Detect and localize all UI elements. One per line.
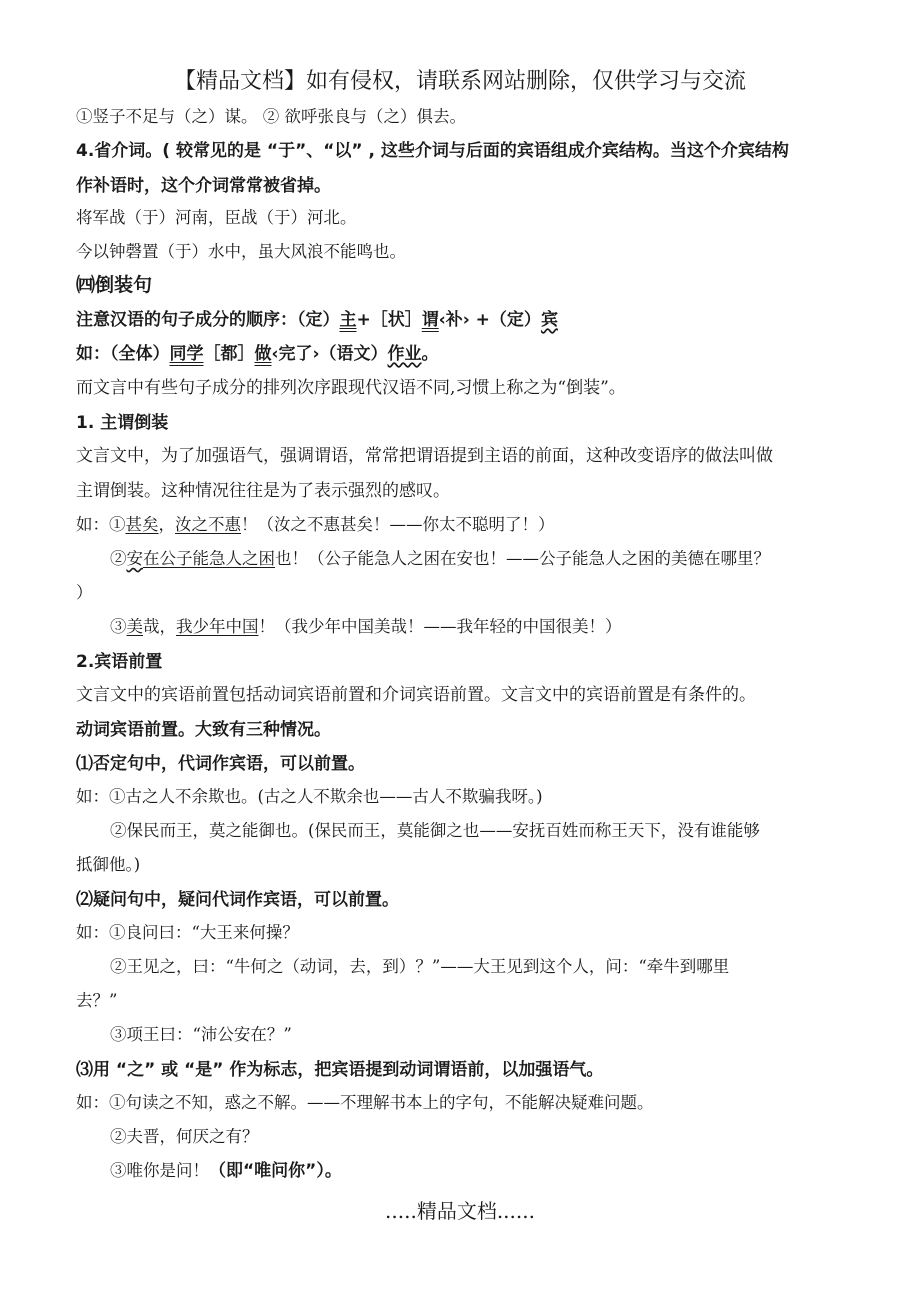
predicate-mark: 谓 bbox=[421, 310, 439, 330]
example-part: ② bbox=[110, 549, 127, 568]
paragraph-line: 文言文中，为了加强语气，强调谓语，常常把谓语提到主语的前面，这种改变语序的做法叫做 bbox=[76, 446, 773, 466]
case-negative-sentence: ⑴否定句中，代词作宾语，可以前置。 bbox=[76, 754, 365, 774]
page-footer: .....精品文档...... bbox=[385, 1199, 535, 1223]
subject-underlined: 在公子能急人之困 bbox=[143, 549, 275, 568]
example-part: ！（我少年中国美哉！——我年轻的中国很美！） bbox=[258, 617, 622, 636]
section-omit-preposition-heading: 4.省介词。( 较常见的是 “于”、“以” , 这些介词与后面的宾语组成介宾结构。当这个介宾结构 bbox=[76, 141, 789, 161]
note-part: +［状］ bbox=[356, 310, 422, 330]
example-part: ［都］ bbox=[203, 344, 255, 364]
example-line: 如：①古之人不余欺也。(古之人不欺余也——古人不欺骗我呀。) bbox=[76, 787, 543, 806]
section-inversion-title: ㈣倒装句 bbox=[76, 274, 153, 296]
example-item-1 bbox=[76, 514, 555, 536]
example-line: ②夫晋，何厌之有？ bbox=[110, 1127, 259, 1146]
example-line: 如：①良问曰：“大王来何操？ bbox=[76, 923, 299, 942]
verb-object-preposing-heading: 动词宾语前置。大致有三种情况。 bbox=[76, 720, 331, 740]
note-part: ‹补› +（定） bbox=[438, 310, 541, 330]
example-line: 如：①句读之不知，惑之不解。——不理解书本上的字句，不能解决疑难问题。 bbox=[76, 1093, 654, 1112]
example-line-1: ①竖子不足与（之）谋。 ② 欲呼张良与（之）俱去。 bbox=[76, 107, 466, 126]
subject-mark: 同学 bbox=[169, 344, 204, 364]
example-line-3: 今以钟磬置（于）水中，虽大风浪不能鸣也。 bbox=[76, 242, 406, 261]
example-part: ③唯你是问！ bbox=[110, 1161, 209, 1180]
example-line: ②王见之，曰：“牛何之（动词，去，到）？”——大王见到这个人，问：“牵牛到哪里 bbox=[110, 957, 730, 976]
sentence-order-note bbox=[76, 309, 558, 331]
example-part: 如：（全体） bbox=[76, 344, 170, 364]
section-omit-preposition-heading-cont: 作补语时，这个介词常常被省掉。 bbox=[76, 176, 331, 196]
example-part: 。 bbox=[421, 344, 439, 364]
example-line: ②保民而王，莫之能御也。(保民而王，莫能御之也——安抚百姓而称王天下，没有谁能够 bbox=[110, 821, 760, 840]
example-item-3 bbox=[110, 616, 622, 638]
example-line-cont: 去？” bbox=[76, 991, 118, 1010]
example-part: ， bbox=[158, 515, 175, 534]
example-line-2: 将军战（于）河南，臣战（于）河北。 bbox=[76, 208, 357, 227]
case-question-sentence: ⑵疑问句中，疑问代词作宾语，可以前置。 bbox=[76, 890, 399, 910]
subsection-subject-predicate-inversion: 1. 主谓倒装 bbox=[76, 413, 169, 433]
sentence-order-example bbox=[76, 343, 439, 365]
example-part: 哉， bbox=[143, 617, 176, 636]
example-part: ③ bbox=[110, 617, 127, 636]
example-part: 如：① bbox=[76, 515, 126, 534]
example-part: ！（汝之不惠甚矣！——你太不聪明了！） bbox=[241, 515, 555, 534]
example-line: ③项王曰：“沛公安在？” bbox=[110, 1025, 292, 1044]
page-header: 【精品文档】如有侵权，请联系网站删除，仅供学习与交流 bbox=[173, 69, 746, 94]
example-item-2-cont: ） bbox=[76, 583, 93, 602]
object-mark: 宾 bbox=[540, 310, 558, 330]
example-line bbox=[110, 1160, 342, 1182]
subject-underlined: 我少年中国 bbox=[176, 617, 259, 636]
predicate-underlined: 安 bbox=[126, 549, 143, 568]
example-line-cont: 抵御他。) bbox=[76, 855, 141, 874]
predicate-underlined: 美 bbox=[126, 617, 143, 636]
inversion-description: 而文言中有些句子成分的排列次序跟现代汉语不同,习惯上称之为“倒装”。 bbox=[76, 378, 626, 398]
case-marker-particle: ⑶用 “之” 或 “是” 作为标志，把宾语提到动词谓语前，以加强语气。 bbox=[76, 1060, 604, 1080]
example-note-bold: （即“唯问你”）。 bbox=[209, 1161, 342, 1181]
note-part: 注意汉语的句子成分的顺序：（定） bbox=[76, 310, 340, 330]
example-item-2 bbox=[110, 548, 770, 570]
example-part: ‹完了›（语文） bbox=[271, 344, 388, 364]
example-part: 也！（公子能急人之困在安也！——公子能急人之困的美德在哪里？ bbox=[275, 549, 770, 568]
object-mark: 作业 bbox=[387, 344, 422, 364]
predicate-underlined: 甚矣 bbox=[125, 515, 159, 534]
subsection-object-preposing: 2.宾语前置 bbox=[76, 652, 163, 672]
subject-underlined: 汝之不惠 bbox=[175, 515, 241, 534]
paragraph-line: 文言文中的宾语前置包括动词宾语前置和介词宾语前置。文言文中的宾语前置是有条件的。 bbox=[76, 685, 756, 705]
paragraph-line: 主谓倒装。这种情况往往是为了表示强烈的感叹。 bbox=[76, 481, 450, 501]
subject-mark: 主 bbox=[339, 310, 357, 330]
predicate-mark: 做 bbox=[254, 344, 272, 364]
